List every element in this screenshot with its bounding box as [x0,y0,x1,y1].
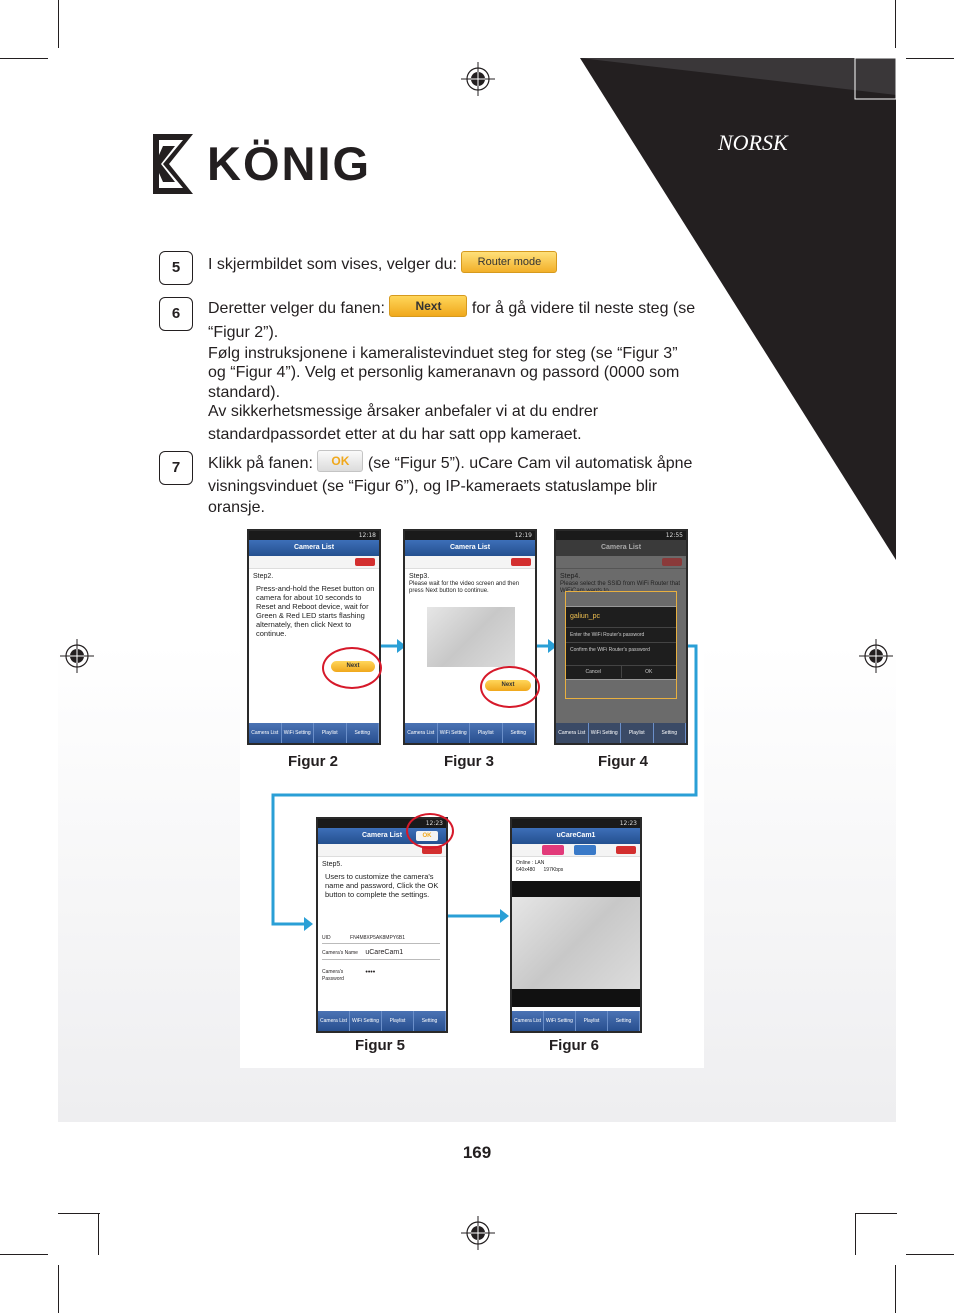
step-7-label: Klikk på fanen: [208,455,313,472]
nav-wifi-setting[interactable]: WiFi Setting [282,723,315,743]
caption-figur-4: Figur 4 [598,753,649,770]
nav-wifi-setting[interactable]: WiFi Setting [350,1011,382,1031]
language-label: NORSK [718,130,788,155]
nav-camera-list[interactable]: Camera List [249,723,282,743]
nav-camera-list[interactable]: Camera List [405,723,438,743]
nav-playlist[interactable]: Playlist [576,1011,608,1031]
nav-wifi-setting[interactable]: WiFi Setting [589,723,622,743]
nav-playlist[interactable]: Playlist [314,723,347,743]
step5-body [318,857,446,902]
record-icon[interactable] [542,845,564,855]
wifi-password-input[interactable]: Enter the WiFi Router's password [566,628,676,643]
caption-figur-5: Figur 5 [355,1037,406,1054]
highlight-circle [322,647,382,689]
brand-wordmark: KÖNIG [207,137,372,190]
wifi-password-confirm-input[interactable]: Confirm the WiFi Router's password [566,643,676,666]
phone-figur-5 [316,817,448,1033]
action-icon[interactable] [511,558,531,566]
status-bar: 12:55 [556,531,686,540]
phone-next-button[interactable]: Next [485,680,531,691]
video-view [512,881,640,1007]
step-number-6: 6 [159,297,193,331]
caption-figur-3: Figur 3 [444,753,495,770]
uid-label: UID [322,935,331,941]
ok-button[interactable]: OK [317,450,363,472]
nav-playlist[interactable]: Playlist [382,1011,414,1031]
icon-row [405,556,535,569]
status-bar: 12:19 [405,531,535,540]
step-6-line-4: og “Figur 4”). Velg et personlig kameranavn og passord (0000 som [208,364,680,381]
phone-figur-2 [247,529,381,745]
phone-figur-4 [554,529,688,745]
step2-body [249,569,379,641]
nav-setting[interactable]: Setting [503,723,536,743]
bottom-nav [249,723,379,743]
bottom-nav [556,723,686,743]
phone-ok-button[interactable]: OK [416,831,438,841]
step-label: Step2. [253,573,274,580]
nav-playlist[interactable]: Playlist [470,723,503,743]
caption-figur-6: Figur 6 [549,1037,600,1054]
ssid-field[interactable]: galiun_pc [566,607,676,628]
bottom-nav [405,723,535,743]
nav-wifi-setting[interactable]: WiFi Setting [544,1011,576,1031]
wifi-icon[interactable] [574,845,596,855]
step-6-line-2: “Figur 2”). [208,324,279,341]
phone-figur-3 [403,529,537,745]
video-frame-image [512,897,640,989]
dialog-highlight [565,591,677,699]
highlight-circle [480,666,540,708]
title-text: Camera List [361,832,403,839]
icon-row [512,844,640,857]
action-icon[interactable] [616,846,636,854]
status-bar: 12:23 [318,819,446,828]
step-6-label: Deretter velger du fanen: [208,300,385,317]
step-label: Step3. [409,573,430,580]
next-button[interactable]: Next [389,295,467,317]
icon-row [556,556,686,569]
speed: 197Kbps [543,867,564,873]
phone-title: Camera List [556,540,686,556]
step-label: Step4. [560,573,581,580]
step-label: Step5. [322,861,343,868]
phone-title: Camera List [249,540,379,556]
step-7-line-2: visningsvinduet (se “Figur 6”), og IP-kameraets statuslampe blir [208,478,658,495]
nav-camera-list[interactable]: Camera List [318,1011,350,1031]
step-text: Users to customize the camera's name and password, Click the OK button to complete the settings. [325,872,439,899]
bottom-nav [318,1011,446,1031]
nav-setting[interactable]: Setting [347,723,380,743]
step-6-line-5: standard). [208,384,281,401]
step-7-line-3: oransje. [208,499,265,516]
camera-password-row[interactable] [322,969,440,983]
nav-playlist[interactable]: Playlist [621,723,654,743]
nav-setting[interactable]: Setting [654,723,687,743]
camera-password-value: •••• [365,969,376,976]
camera-name-label: Camera's Name [322,950,358,956]
step-6-line-6: Av sikkerhetsmessige årsaker anbefaler vi at du endrer [208,403,599,420]
stream-info [516,867,636,874]
bottom-nav [512,1011,640,1031]
nav-camera-list[interactable]: Camera List [512,1011,544,1031]
status-bar: 12:18 [249,531,379,540]
phone-figur-6 [510,817,642,1033]
step-text: Please select the SSID from WiFi Router that WiFiCam wants to [560,581,681,594]
camera-preview-image [427,607,515,667]
phone-title: uCareCam1 [512,828,640,844]
router-mode-button[interactable]: Router mode [461,251,557,273]
step-6-line-7: standardpassordet etter at du har satt opp kameraet. [208,426,582,443]
camera-name-row[interactable] [322,947,440,960]
highlight-circle [406,813,454,849]
camera-password-label: Camera's Password [322,969,344,982]
uid-value: FN4M8XP5AK8MPY6B1 [350,935,406,941]
caption-figur-2: Figur 2 [288,753,339,770]
camera-name-value: uCareCam1 [365,949,404,956]
phone-next-button[interactable]: Next [331,661,375,672]
step-number-7: 7 [159,451,193,485]
page-number: 169 [462,1143,492,1162]
dialog-cancel-button[interactable]: Cancel [566,666,622,678]
step-text: Press-and-hold the Reset button on camera for about 10 seconds to Reset and Reboot device, wait for Green & Red LED starts flashing alternately, then click Next to continue. [256,584,375,638]
step-number-5: 5 [159,251,193,285]
nav-setting[interactable]: Setting [608,1011,640,1031]
nav-setting[interactable]: Setting [414,1011,446,1031]
step-text: Please wait for the video screen and then press Next button to continue. [409,581,520,594]
icon-row [249,556,379,569]
resolution: 640x480 [516,867,536,873]
phone-title: Camera List [405,540,535,556]
step-6-line-3: Følg instruksjonene i kameralistevinduet steg for steg (se “Figur 3” [208,345,678,362]
dialog-ok-button[interactable]: OK [645,669,653,675]
status-info [512,857,640,877]
action-icon[interactable] [662,558,682,566]
step3-body [405,569,535,598]
online-status: Online : LAN [516,860,545,866]
step-7-after: (se “Figur 5”). uCare Cam vil automatisk åpne [367,455,693,472]
status-bar: 12:23 [512,819,640,828]
step-6-after: for å gå videre til neste steg (se [471,300,696,317]
nav-camera-list[interactable]: Camera List [556,723,589,743]
uid-row [322,933,440,944]
nav-wifi-setting[interactable]: WiFi Setting [438,723,471,743]
step-5-label: I skjermbildet som vises, velger du: [208,256,457,273]
action-icon[interactable] [355,558,375,566]
